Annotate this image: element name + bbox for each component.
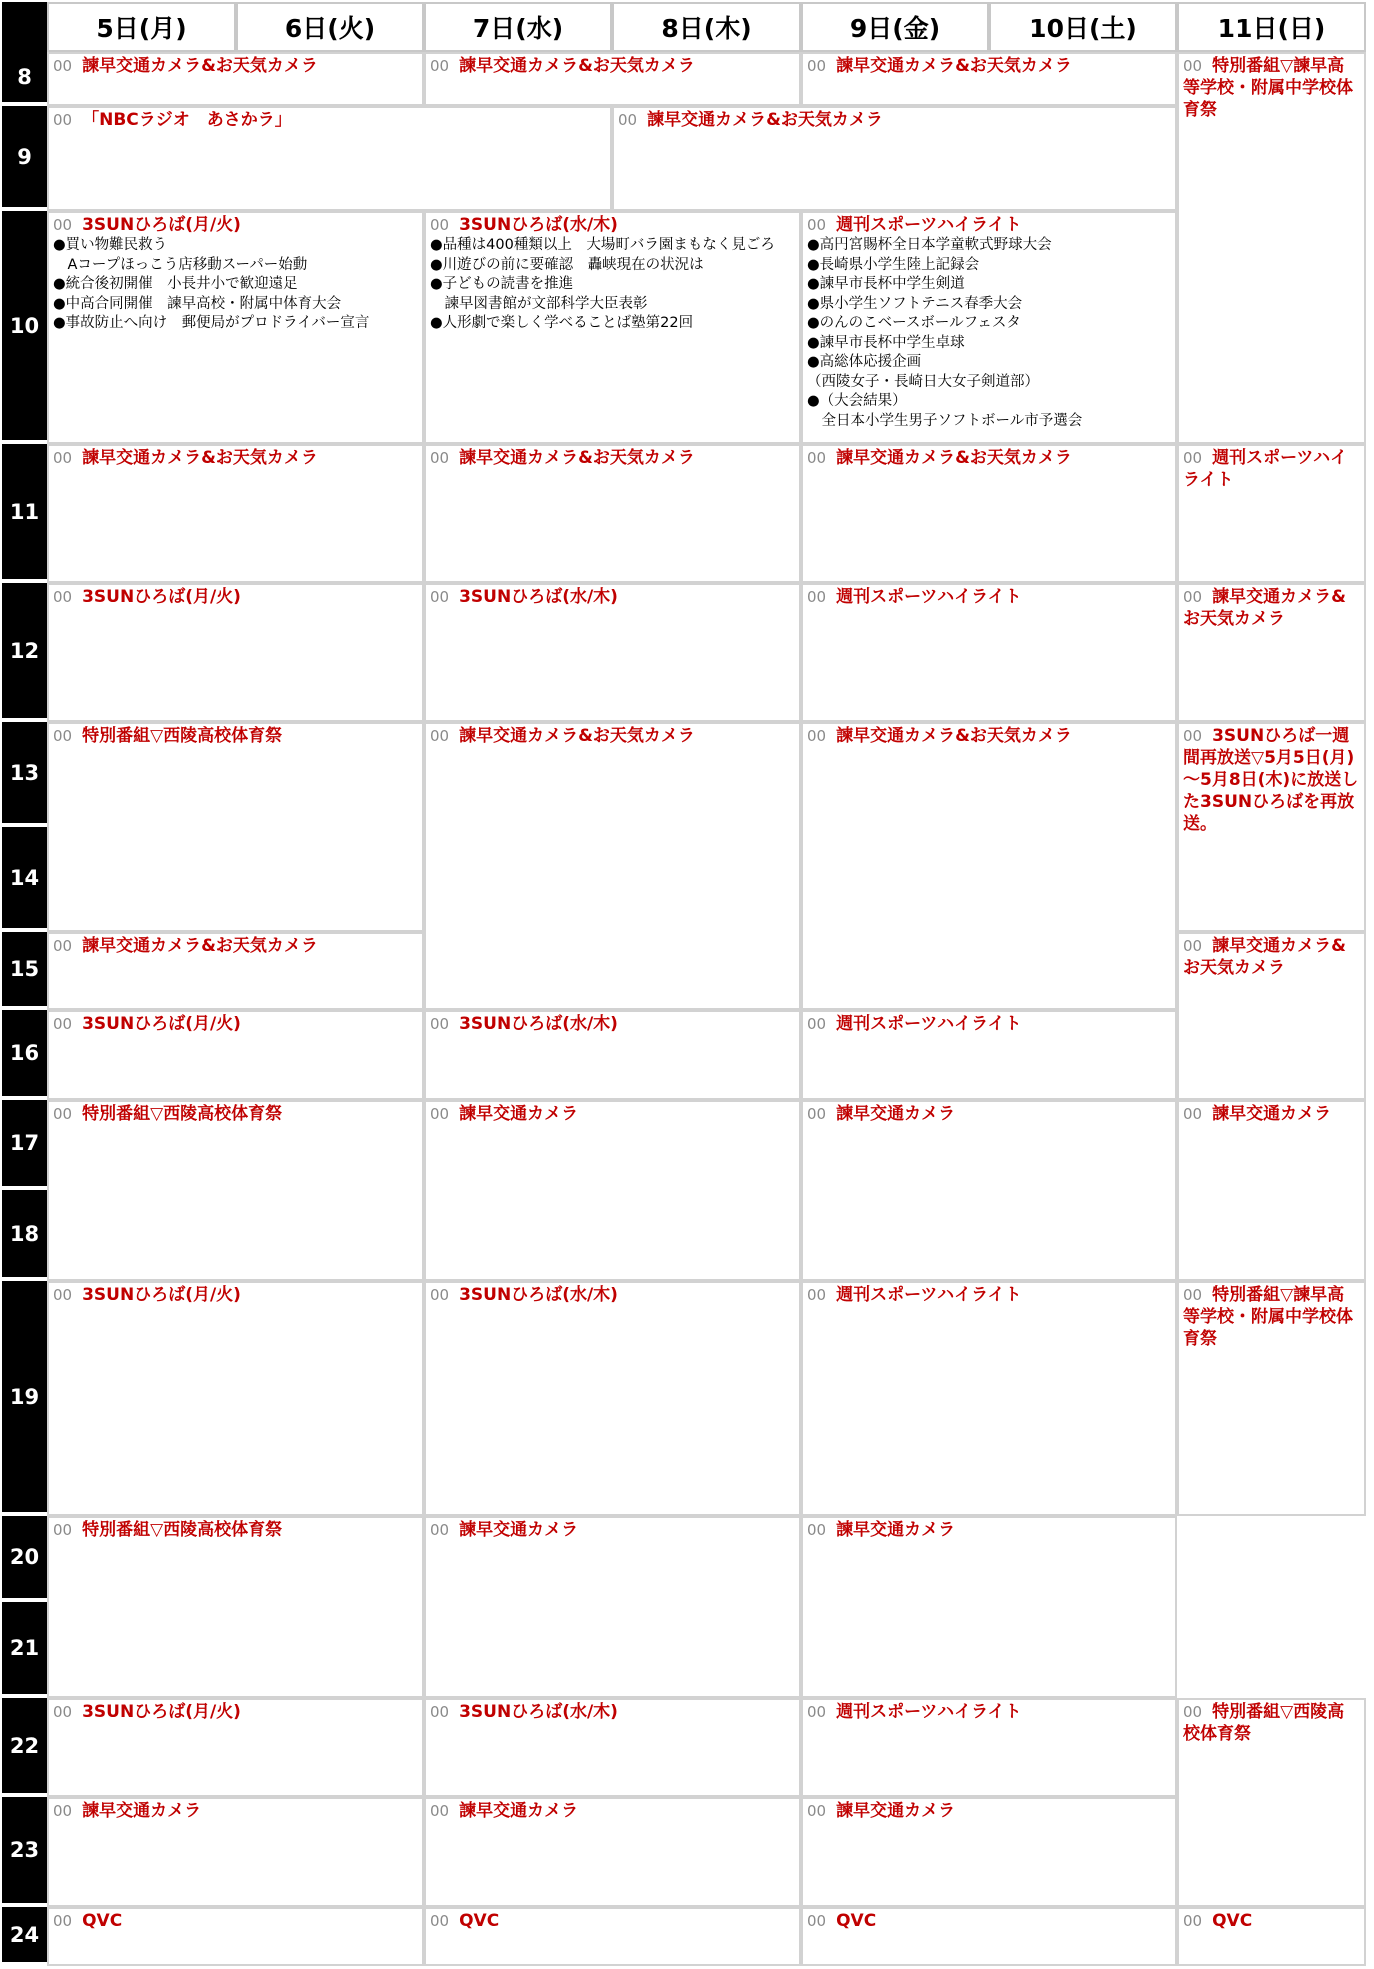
program-heading — [807, 447, 1172, 469]
program-topic-item: ●（大会結果） — [807, 393, 907, 409]
program-cell[interactable] — [424, 1698, 801, 1797]
program-start-minute: 00 — [53, 1802, 73, 1820]
program-heading — [53, 586, 419, 608]
program-title[interactable]: 諫早交通カメラ — [836, 1520, 956, 1540]
program-start-minute: 00 — [807, 727, 827, 745]
program-start-minute: 00 — [430, 1286, 450, 1304]
program-cell[interactable] — [424, 52, 801, 106]
program-heading — [430, 1103, 796, 1125]
program-heading — [1183, 447, 1361, 491]
program-topic-item: 諫早図書館が文部科学大臣表彰 — [430, 295, 648, 312]
program-title[interactable]: 諫早交通カメラ — [1212, 1104, 1332, 1124]
program-heading — [430, 1013, 796, 1035]
program-start-minute: 00 — [430, 1015, 450, 1033]
program-start-minute: 00 — [430, 1802, 450, 1820]
program-cell[interactable] — [47, 1281, 424, 1516]
program-start-minute: 00 — [53, 449, 73, 467]
program-title[interactable]: 3SUNひろば一週間再放送▽5月5日(月)～5月8日(木)に放送した3SUNひろばを再放送。 — [1183, 726, 1359, 834]
program-topic-item: ●県小学生ソフトテニス春季大会 — [807, 295, 1023, 312]
program-topic-item: ●中高合同開催 諫早高校・附属中体育大会 — [53, 295, 342, 312]
program-start-minute: 00 — [53, 111, 73, 129]
program-title[interactable]: 諫早交通カメラ — [459, 1801, 579, 1821]
program-title[interactable]: 週刊スポーツハイライト — [836, 587, 1022, 607]
program-start-minute: 00 — [807, 1286, 827, 1304]
program-title[interactable]: 特別番組▽諫早高等学校・附属中学校体育祭 — [1183, 1285, 1353, 1349]
program-start-minute: 00 — [1183, 1286, 1203, 1304]
program-title[interactable]: 諫早交通カメラ — [836, 1104, 956, 1124]
program-start-minute: 00 — [807, 588, 827, 606]
program-cell[interactable] — [424, 1516, 801, 1698]
program-title[interactable]: 諫早交通カメラ&お天気カメラ — [836, 448, 1072, 468]
program-cell[interactable] — [47, 1698, 424, 1797]
program-heading — [53, 1519, 419, 1541]
program-title[interactable]: QVC — [459, 1911, 500, 1931]
program-heading — [1183, 725, 1361, 835]
program-cell[interactable] — [47, 52, 424, 106]
program-start-minute: 00 — [1183, 937, 1203, 955]
program-title[interactable]: 諫早交通カメラ — [459, 1520, 579, 1540]
program-title[interactable]: 週刊スポーツハイライト — [836, 1285, 1022, 1305]
hour-label: 23 — [2, 1797, 47, 1907]
program-heading — [807, 214, 1172, 236]
program-heading — [430, 55, 796, 77]
day-header: 11日(日) — [1177, 2, 1366, 52]
program-heading — [807, 1013, 1172, 1035]
program-heading — [53, 109, 607, 131]
program-heading — [53, 1800, 419, 1822]
program-heading — [807, 725, 1172, 747]
program-cell[interactable] — [47, 106, 612, 211]
program-heading — [430, 1800, 796, 1822]
hour-label: 9 — [2, 106, 47, 211]
program-start-minute: 00 — [430, 216, 450, 234]
program-start-minute: 00 — [53, 1105, 73, 1123]
program-heading — [53, 1284, 419, 1306]
program-title[interactable]: 3SUNひろば(月/火) — [82, 1702, 241, 1722]
program-start-minute: 00 — [807, 449, 827, 467]
program-topic-item: ●高円宮賜杯全日本学童軟式野球大会 — [807, 237, 1052, 253]
hour-label: 18 — [2, 1190, 47, 1281]
program-cell[interactable] — [424, 211, 801, 444]
program-start-minute: 00 — [807, 1703, 827, 1721]
program-topic-item: ●諫早市長杯中学生卓球 — [807, 334, 965, 351]
day-header: 7日(水) — [424, 2, 612, 52]
day-header: 10日(土) — [989, 2, 1177, 52]
day-header: 5日(月) — [47, 2, 236, 52]
program-start-minute: 00 — [807, 1015, 827, 1033]
program-topic-item: ●買い物難民救う — [53, 237, 168, 253]
program-cell[interactable] — [801, 444, 1177, 583]
program-start-minute: 00 — [53, 588, 73, 606]
program-start-minute: 00 — [430, 588, 450, 606]
program-cell[interactable] — [1177, 722, 1366, 932]
program-start-minute: 00 — [53, 1521, 73, 1539]
program-topic-item: ●品種は400種類以上 大場町バラ園まもなく見ごろ — [430, 237, 775, 253]
program-topic-item: ●諫早市長杯中学生剣道 — [807, 276, 965, 292]
program-start-minute: 00 — [430, 1105, 450, 1123]
program-cell[interactable] — [47, 1010, 424, 1100]
program-heading — [430, 447, 796, 469]
program-title[interactable]: QVC — [836, 1911, 877, 1931]
program-heading — [807, 1800, 1172, 1822]
program-title[interactable]: 3SUNひろば(月/火) — [82, 1285, 241, 1305]
program-start-minute: 00 — [430, 1912, 450, 1930]
program-heading — [53, 1013, 419, 1035]
program-cell[interactable] — [47, 583, 424, 722]
program-cell[interactable] — [801, 52, 1177, 106]
program-title[interactable]: 諫早交通カメラ — [836, 1801, 956, 1821]
day-header: 6日(火) — [236, 2, 424, 52]
program-heading — [53, 214, 419, 236]
hour-label: 14 — [2, 827, 47, 932]
day-header: 9日(金) — [801, 2, 989, 52]
program-start-minute: 00 — [430, 727, 450, 745]
day-header: 8日(木) — [612, 2, 801, 52]
program-title[interactable]: 諫早交通カメラ&お天気カメラ — [82, 56, 318, 76]
program-cell[interactable] — [612, 106, 1177, 211]
program-cell[interactable] — [424, 1010, 801, 1100]
program-start-minute: 00 — [53, 1912, 73, 1930]
program-cell[interactable] — [47, 722, 424, 932]
program-start-minute: 00 — [53, 727, 73, 745]
program-start-minute: 00 — [53, 57, 73, 75]
program-cell[interactable] — [801, 211, 1177, 444]
program-cell[interactable] — [47, 1516, 424, 1698]
program-start-minute: 00 — [53, 1286, 73, 1304]
program-title[interactable]: 3SUNひろば(水/木) — [459, 587, 618, 607]
program-title[interactable]: 諫早交通カメラ&お天気カメラ — [1183, 587, 1346, 629]
program-cell[interactable] — [47, 1100, 424, 1281]
hour-label: 11 — [2, 444, 47, 583]
program-topics — [53, 236, 419, 334]
hour-label: 22 — [2, 1698, 47, 1797]
program-title[interactable]: 3SUNひろば(月/火) — [82, 1014, 241, 1034]
program-start-minute: 00 — [1183, 588, 1203, 606]
program-cell[interactable] — [1177, 1100, 1366, 1281]
program-heading — [1183, 1701, 1361, 1745]
hour-label: 8 — [2, 52, 47, 106]
program-heading — [1183, 1103, 1361, 1125]
program-heading — [1183, 1910, 1361, 1932]
program-cell[interactable] — [801, 1100, 1177, 1281]
header-corner — [2, 2, 47, 52]
program-cell[interactable] — [801, 1281, 1177, 1516]
program-start-minute: 00 — [430, 57, 450, 75]
program-title[interactable]: 3SUNひろば(月/火) — [82, 215, 241, 235]
program-start-minute: 00 — [1183, 1105, 1203, 1123]
program-heading — [807, 1284, 1172, 1306]
program-heading — [807, 586, 1172, 608]
program-start-minute: 00 — [430, 449, 450, 467]
program-start-minute: 00 — [618, 111, 638, 129]
program-cell[interactable] — [801, 1010, 1177, 1100]
program-heading — [618, 109, 1172, 131]
program-cell[interactable] — [1177, 444, 1366, 583]
program-start-minute: 00 — [430, 1521, 450, 1539]
program-heading — [807, 1103, 1172, 1125]
program-cell[interactable] — [801, 1698, 1177, 1797]
hour-label: 13 — [2, 722, 47, 827]
program-cell[interactable] — [47, 444, 424, 583]
program-cell[interactable] — [424, 1281, 801, 1516]
program-title[interactable]: 週刊スポーツハイライト — [1183, 448, 1348, 490]
program-cell[interactable] — [424, 1100, 801, 1281]
program-heading — [807, 55, 1172, 77]
program-title[interactable]: 3SUNひろば(月/火) — [82, 587, 241, 607]
program-start-minute: 00 — [53, 1703, 73, 1721]
program-title[interactable]: 3SUNひろば(水/木) — [459, 1014, 618, 1034]
program-topic-item: ●事故防止へ向け 郵便局がプロドライバー宣言 — [53, 315, 370, 331]
program-title[interactable]: 週刊スポーツハイライト — [836, 215, 1022, 235]
program-start-minute: 00 — [1183, 727, 1203, 745]
program-title[interactable]: 諫早交通カメラ — [82, 1801, 202, 1821]
hour-label: 10 — [2, 211, 47, 444]
program-start-minute: 00 — [1183, 449, 1203, 467]
program-heading — [53, 725, 419, 747]
program-heading — [430, 725, 796, 747]
program-heading — [53, 55, 419, 77]
program-cell[interactable] — [47, 1797, 424, 1907]
program-title[interactable]: 諫早交通カメラ&お天気カメラ — [82, 936, 318, 956]
program-cell[interactable] — [47, 932, 424, 1010]
program-topic-item: Aコープほっこう店移動スーパー始動 — [53, 256, 308, 273]
program-cell[interactable] — [801, 1907, 1177, 1966]
program-heading — [1183, 935, 1361, 979]
program-start-minute: 00 — [53, 216, 73, 234]
program-title[interactable]: 諫早交通カメラ&お天気カメラ — [836, 56, 1072, 76]
hour-label: 21 — [2, 1602, 47, 1698]
program-start-minute: 00 — [807, 57, 827, 75]
program-cell[interactable] — [424, 1797, 801, 1907]
program-heading — [430, 1910, 796, 1932]
program-topic-item: ●のんのこベースボールフェスタ — [807, 315, 1021, 331]
program-start-minute: 00 — [807, 1521, 827, 1539]
program-cell[interactable] — [47, 1907, 424, 1966]
program-heading — [430, 214, 796, 236]
program-topic-item: ●人形劇で楽しく学べることば塾第22回 — [430, 315, 694, 331]
program-heading — [1183, 1284, 1361, 1350]
program-title[interactable]: 特別番組▽西陵高校体育祭 — [82, 726, 283, 746]
program-title[interactable]: 週刊スポーツハイライト — [836, 1702, 1022, 1722]
program-title[interactable]: 3SUNひろば(水/木) — [459, 1702, 618, 1722]
program-title[interactable]: 諫早交通カメラ — [459, 1104, 579, 1124]
hour-label: 17 — [2, 1100, 47, 1190]
program-title[interactable]: 特別番組▽諫早高等学校・附属中学校体育祭 — [1183, 56, 1353, 120]
hour-label: 16 — [2, 1010, 47, 1100]
program-cell[interactable] — [424, 444, 801, 583]
program-topics — [430, 236, 796, 334]
program-topic-item: ●子どもの読書を推進 — [430, 276, 574, 292]
program-cell[interactable] — [1177, 1698, 1366, 1907]
program-start-minute: 00 — [430, 1703, 450, 1721]
hour-label: 15 — [2, 932, 47, 1010]
program-topics — [807, 236, 1172, 431]
program-cell[interactable] — [424, 722, 801, 1010]
program-start-minute: 00 — [1183, 1912, 1203, 1930]
hour-label: 24 — [2, 1907, 47, 1966]
program-cell[interactable] — [1177, 583, 1366, 722]
program-topic-item: ●川遊びの前に要確認 轟峡現在の状況は — [430, 256, 704, 273]
program-heading — [53, 1910, 419, 1932]
program-heading — [1183, 586, 1361, 630]
program-topic-item: （西陵女子・長崎日大女子剣道部） — [807, 373, 1039, 390]
program-topic-item: ●統合後初開催 小長井小で歓迎遠足 — [53, 276, 298, 292]
program-heading — [53, 447, 419, 469]
program-start-minute: 00 — [807, 1802, 827, 1820]
program-start-minute: 00 — [807, 1105, 827, 1123]
program-title[interactable]: 週刊スポーツハイライト — [836, 1014, 1022, 1034]
program-cell[interactable] — [1177, 1907, 1366, 1966]
program-heading — [53, 1103, 419, 1125]
program-cell[interactable] — [1177, 52, 1366, 444]
program-cell[interactable] — [801, 722, 1177, 1010]
program-title[interactable]: 3SUNひろば(水/木) — [459, 1285, 618, 1305]
program-title[interactable]: 諫早交通カメラ&お天気カメラ — [459, 56, 695, 76]
program-title[interactable]: 諫早交通カメラ&お天気カメラ — [1183, 936, 1346, 978]
program-heading — [53, 1701, 419, 1723]
program-topic-item: 全日本小学生男子ソフトボール市予選会 — [807, 412, 1083, 429]
program-title[interactable]: 諫早交通カメラ&お天気カメラ — [459, 448, 695, 468]
program-heading — [807, 1701, 1172, 1723]
program-heading — [1183, 55, 1361, 121]
program-heading — [807, 1519, 1172, 1541]
program-title[interactable]: 3SUNひろば(水/木) — [459, 215, 618, 235]
program-heading — [430, 586, 796, 608]
program-start-minute: 00 — [1183, 57, 1203, 75]
program-topic-item: ●長崎県小学生陸上記録会 — [807, 256, 980, 273]
program-heading — [53, 935, 419, 957]
program-title[interactable]: 特別番組▽西陵高校体育祭 — [82, 1104, 283, 1124]
program-cell[interactable] — [47, 211, 424, 444]
program-title[interactable]: 特別番組▽西陵高校体育祭 — [1183, 1702, 1345, 1744]
program-cell[interactable] — [1177, 932, 1366, 1100]
program-cell[interactable] — [801, 1797, 1177, 1907]
program-title[interactable]: 「NBCラジオ あさかラ」 — [82, 110, 292, 130]
hour-label: 12 — [2, 583, 47, 722]
program-topic-item: ●高総体応援企画 — [807, 354, 922, 370]
program-title[interactable]: 諫早交通カメラ&お天気カメラ — [82, 448, 318, 468]
program-heading — [430, 1284, 796, 1306]
program-cell[interactable] — [801, 1516, 1177, 1698]
program-start-minute: 00 — [53, 1015, 73, 1033]
program-title[interactable]: 諫早交通カメラ&お天気カメラ — [836, 726, 1072, 746]
program-cell[interactable] — [801, 583, 1177, 722]
program-start-minute: 00 — [807, 1912, 827, 1930]
program-title[interactable]: 特別番組▽西陵高校体育祭 — [82, 1520, 283, 1540]
program-title[interactable]: QVC — [82, 1911, 123, 1931]
program-heading — [807, 1910, 1172, 1932]
hour-label: 20 — [2, 1516, 47, 1602]
program-heading — [430, 1701, 796, 1723]
hour-label: 19 — [2, 1281, 47, 1516]
program-cell[interactable] — [1177, 1281, 1366, 1516]
program-cell[interactable] — [424, 1907, 801, 1966]
program-start-minute: 00 — [53, 937, 73, 955]
program-title[interactable]: 諫早交通カメラ&お天気カメラ — [647, 110, 883, 130]
program-start-minute: 00 — [1183, 1703, 1203, 1721]
program-cell[interactable] — [424, 583, 801, 722]
program-title[interactable]: QVC — [1212, 1911, 1253, 1931]
program-heading — [430, 1519, 796, 1541]
program-start-minute: 00 — [807, 216, 827, 234]
program-title[interactable]: 諫早交通カメラ&お天気カメラ — [459, 726, 695, 746]
